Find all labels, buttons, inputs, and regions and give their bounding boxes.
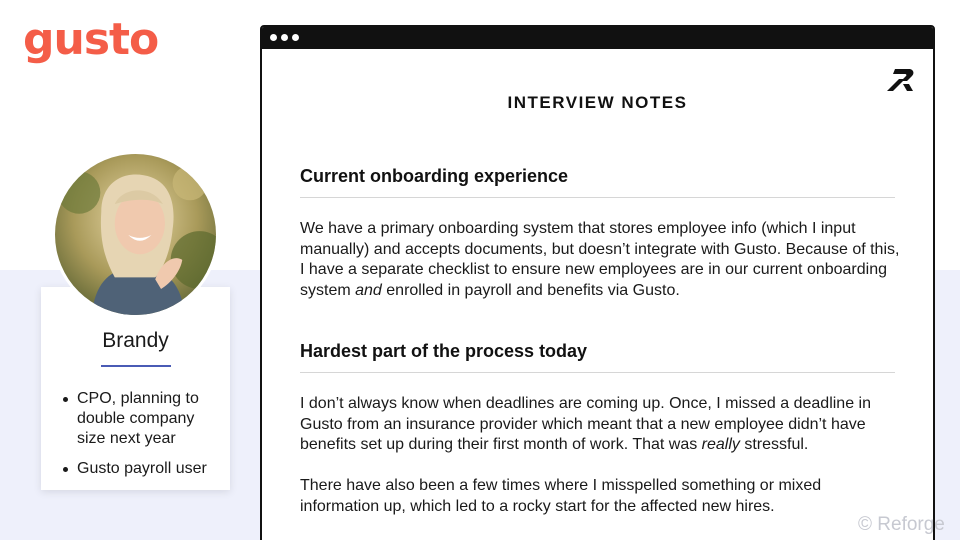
watermark: © Reforge xyxy=(858,514,945,535)
section-paragraph: There have also been a few times where I misspelled something or mixed information up, which led to a rocky start for the affected new hires. xyxy=(300,477,822,515)
name-underline xyxy=(101,365,171,367)
notes-title: INTERVIEW NOTES xyxy=(507,93,688,112)
window-dot-icon xyxy=(281,34,288,41)
paragraph-emphasis: and xyxy=(355,281,382,299)
paragraph-emphasis: really xyxy=(701,436,740,453)
window-dot-icon xyxy=(292,34,299,41)
paragraph-text: I don’t always know when deadlines are coming up. Once, I missed a deadline in Gusto from an insurance provider which meant that a new employee didn’t have benefits set up during their first month of work. That was xyxy=(300,395,871,453)
paragraph-text: enrolled in payroll and benefits via Gusto. xyxy=(381,281,680,299)
section-paragraph xyxy=(300,394,900,456)
list-item: CPO, planning to double company size next year xyxy=(61,389,226,449)
gusto-logo: gusto xyxy=(23,14,159,65)
section-divider xyxy=(300,197,895,198)
paragraph-text: stressful. xyxy=(739,436,809,453)
section-paragraph xyxy=(300,219,900,301)
section-divider xyxy=(300,372,895,373)
profile-bullets xyxy=(61,389,226,489)
profile-name: Brandy xyxy=(102,329,169,352)
avatar-photo xyxy=(55,154,216,315)
section-heading: Hardest part of the process today xyxy=(300,341,588,361)
list-item: Gusto payroll user xyxy=(61,459,226,479)
avatar xyxy=(52,151,219,318)
window-dot-icon xyxy=(270,34,277,41)
paragraph-text: We have a primary onboarding system that stores employee info (which I input manually) and accepts documents, but doesn’t integrate with Gusto. Because of this, I have a separate checklist to ensure new employees are in our current onboarding system xyxy=(300,220,900,299)
notes-window xyxy=(260,25,935,540)
reforge-logo-icon xyxy=(885,67,915,93)
window-titlebar xyxy=(262,27,933,49)
section-heading: Current onboarding experience xyxy=(300,166,569,186)
